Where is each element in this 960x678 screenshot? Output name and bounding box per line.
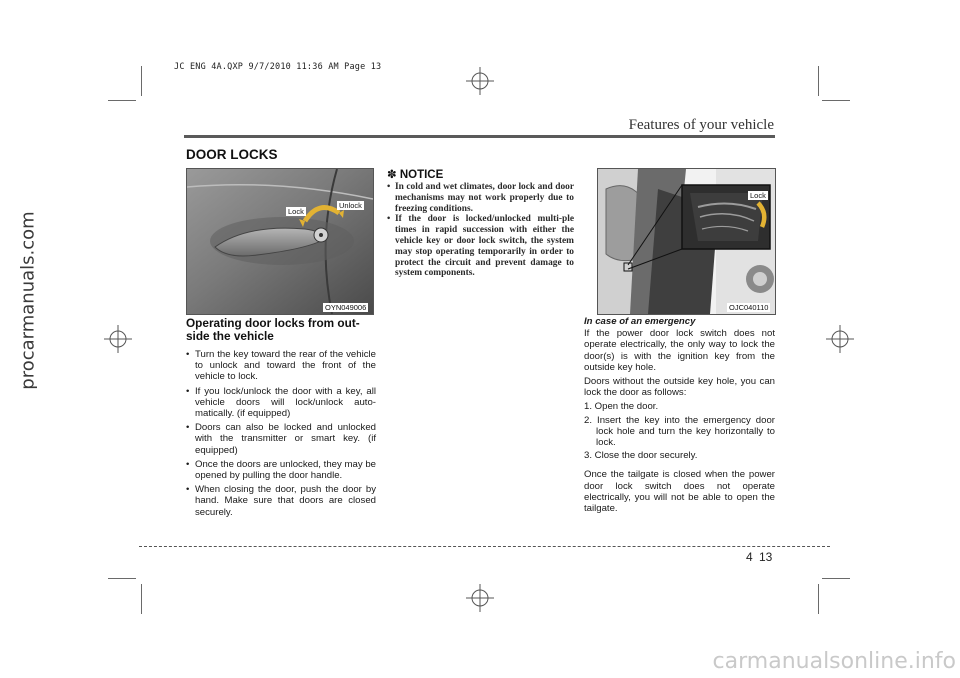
- figure-caption: OJC040110: [729, 303, 769, 312]
- emergency-section: [584, 316, 775, 517]
- outside-operation-heading: Operating door locks from out-side the vehicle: [186, 316, 360, 343]
- list-item: • If the door is locked/unlocked multi-ple times in rapid succession with either the vehicle key or door lock switch, the system may stop operating temporarily in order to protect the circuit and prevent damage to system components.: [387, 214, 574, 279]
- emergency-intro: If the power door lock switch does not operate electrically, the only way to lock the door(s) is with the ignition key from the outside key hole.: [584, 328, 775, 373]
- crop-mark: [818, 584, 819, 614]
- list-item: • In cold and wet climates, door lock and door mechanisms may not work properly due to freezing conditions.: [387, 182, 574, 214]
- door-switch-figure: [597, 168, 776, 315]
- step-item: 3. Close the door securely.: [584, 450, 698, 462]
- door-handle-figure: [186, 168, 374, 315]
- chapter-number: 4: [746, 550, 753, 564]
- step-item: 1. Open the door.: [584, 401, 659, 413]
- outside-operation-list: [186, 349, 376, 521]
- crop-mark: [818, 66, 819, 96]
- tailgate-note: Once the tailgate is closed when the power door lock switch does not operate electrically, you will not be able to open the tailgate.: [584, 469, 775, 515]
- emergency-intro-2: Doors without the outside key hole, you can lock the door as follows:: [584, 376, 775, 399]
- crop-mark: [141, 584, 142, 614]
- lock-label: Lock: [288, 207, 304, 216]
- crop-mark: [822, 100, 850, 101]
- registration-mark: [466, 584, 494, 612]
- footer-rule: [139, 546, 830, 547]
- crop-mark: [108, 578, 136, 579]
- registration-mark: [466, 67, 494, 95]
- section-title: DOOR LOCKS: [186, 147, 278, 162]
- notice-title: ✽ NOTICE: [387, 169, 444, 181]
- crop-mark: [141, 66, 142, 96]
- list-item: • Turn the key toward the rear of the vehicle to unlock and toward the front of the vehicle to lock.: [186, 349, 376, 383]
- door-handle-illustration: [187, 169, 373, 314]
- bottom-watermark: carmanualsonline.info: [712, 649, 956, 674]
- side-watermark: procarmanuals.com: [17, 211, 39, 390]
- lock-label: Lock: [750, 191, 766, 200]
- step-item: 2. Insert the key into the emergency door lock hole and turn the key horizontally to lock.: [584, 414, 775, 449]
- list-item: • Doors can also be locked and unlocked with the transmitter or smart key. (if equipped): [186, 422, 376, 456]
- notice-list: [387, 182, 574, 279]
- header-rule: [184, 135, 775, 138]
- list-item: • Once the doors are unlocked, they may be opened by pulling the door handle.: [186, 459, 376, 481]
- print-slug: JC ENG 4A.QXP 9/7/2010 11:36 AM Page 13: [174, 62, 382, 72]
- unlock-label: Unlock: [339, 201, 362, 210]
- crop-mark: [822, 578, 850, 579]
- list-item: • When closing the door, push the door by hand. Make sure that doors are closed securely.: [186, 484, 376, 518]
- crop-mark: [108, 100, 136, 101]
- registration-mark: [104, 325, 132, 353]
- figure-caption: OYN049006: [325, 303, 367, 312]
- registration-mark: [826, 325, 854, 353]
- list-item: • If you lock/unlock the door with a key, all vehicle doors will lock/unlock auto-matically. (if equipped): [186, 386, 376, 420]
- running-head: Features of your vehicle: [628, 117, 774, 133]
- page-number: 13: [759, 550, 773, 564]
- emergency-title: In case of an emergency: [584, 316, 696, 327]
